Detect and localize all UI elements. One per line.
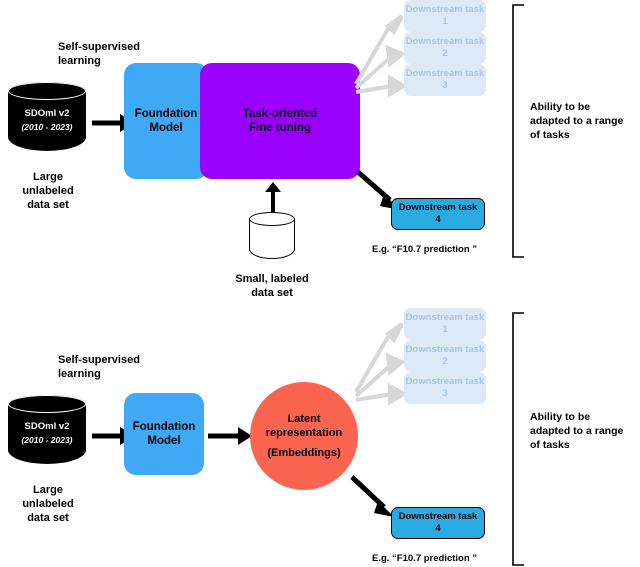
downstream-task-4-top-line2: 4 bbox=[435, 214, 441, 225]
downstream-task-3-top-line2: 3 bbox=[442, 80, 448, 91]
downstream-task-4-top-line1: Downstream task bbox=[398, 202, 478, 213]
dataset-caption-bottom-line3: data set bbox=[27, 512, 69, 524]
ability-label-top-line1: Ability to be bbox=[530, 101, 591, 113]
self-supervised-label-bottom-line2: learning bbox=[58, 368, 101, 380]
ability-label-top-line3: of tasks bbox=[530, 129, 570, 141]
bracket-bottom bbox=[512, 312, 526, 566]
ability-label-bottom-line2: adapted to a range bbox=[530, 425, 624, 437]
downstream-task-4-top[interactable] bbox=[391, 198, 485, 230]
downstream-task-3-bottom[interactable] bbox=[404, 372, 486, 404]
downstream-task-2-top-line1: Downstream task bbox=[405, 36, 485, 47]
arrow-small-dataset-to-finetune bbox=[262, 182, 284, 212]
self-supervised-label-top-line1: Self-supervised bbox=[58, 41, 140, 53]
database-period-top: (2010 - 2023) bbox=[21, 122, 73, 132]
foundation-model-block-top[interactable] bbox=[124, 63, 208, 179]
arrows-to-faded-tasks-bottom bbox=[352, 316, 408, 408]
downstream-task-1-bottom-line1: Downstream task bbox=[405, 312, 485, 323]
cylinder-top-rim bbox=[8, 82, 86, 100]
small-dataset-cylinder bbox=[249, 212, 295, 266]
arrow-foundation-to-latent bbox=[208, 424, 252, 448]
downstream-task-3-top-line1: Downstream task bbox=[405, 68, 485, 79]
ability-label-bottom-line1: Ability to be bbox=[530, 411, 591, 423]
downstream-task-4-bottom-line1: Downstream task bbox=[398, 511, 478, 522]
downstream-task-4-bottom-line2: 4 bbox=[435, 523, 441, 534]
downstream-task-1-top[interactable] bbox=[404, 0, 486, 32]
dataset-caption-bottom bbox=[0, 483, 96, 525]
dataset-caption-bottom-line2: unlabeled bbox=[22, 498, 74, 510]
dataset-caption-top-line2: unlabeled bbox=[22, 185, 74, 197]
downstream-task-2-bottom-line1: Downstream task bbox=[405, 344, 485, 355]
example-label-bottom: E.g. “F10.7 prediction ” bbox=[372, 553, 478, 564]
dataset-caption-top bbox=[0, 170, 96, 212]
downstream-task-1-bottom[interactable] bbox=[404, 308, 486, 340]
fine-tuning-label-line1: Task-oriented bbox=[242, 108, 318, 120]
latent-label-line2: representation bbox=[265, 427, 343, 439]
example-label-top: E.g. “F10.7 prediction ” bbox=[372, 244, 478, 255]
database-cylinder-top bbox=[8, 82, 86, 160]
cylinder-top-rim bbox=[8, 395, 86, 413]
downstream-task-3-bottom-line1: Downstream task bbox=[405, 376, 485, 387]
small-dataset-caption-line2: data set bbox=[251, 287, 293, 299]
dataset-caption-bottom-line1: Large bbox=[33, 484, 63, 496]
self-supervised-label-bottom bbox=[58, 353, 178, 381]
database-name-bottom: SDOml v2 bbox=[24, 421, 70, 432]
foundation-model-label-top-line1: Foundation bbox=[134, 108, 198, 120]
dataset-caption-top-line1: Large bbox=[33, 171, 63, 183]
foundation-model-label-bottom-line1: Foundation bbox=[132, 421, 196, 433]
database-name-top: SDOml v2 bbox=[24, 108, 70, 119]
self-supervised-label-bottom-line1: Self-supervised bbox=[58, 354, 140, 366]
database-cylinder-bottom bbox=[8, 395, 86, 473]
ability-label-bottom-line3: of tasks bbox=[530, 439, 570, 451]
ability-label-bottom bbox=[530, 410, 636, 452]
downstream-task-1-bottom-line2: 1 bbox=[442, 324, 448, 335]
downstream-task-1-top-line1: Downstream task bbox=[405, 4, 485, 15]
downstream-task-2-top[interactable] bbox=[404, 32, 486, 64]
latent-label-line3: (Embeddings) bbox=[267, 447, 341, 459]
self-supervised-label-top-line2: learning bbox=[58, 55, 101, 67]
foundation-model-block-bottom[interactable] bbox=[124, 393, 204, 475]
fine-tuning-label-line2: Fine tuning bbox=[249, 122, 311, 134]
ability-label-top bbox=[530, 100, 636, 142]
small-dataset-caption-line1: Small, labeled bbox=[235, 273, 309, 285]
downstream-task-2-bottom[interactable] bbox=[404, 340, 486, 372]
arrows-to-faded-tasks-top bbox=[352, 8, 408, 100]
downstream-task-2-top-line2: 2 bbox=[442, 48, 448, 59]
bracket-top bbox=[512, 4, 526, 258]
downstream-task-3-bottom-line2: 3 bbox=[442, 388, 448, 399]
foundation-model-label-top-line2: Model bbox=[149, 122, 183, 134]
foundation-model-label-bottom-line2: Model bbox=[147, 435, 181, 447]
latent-representation-circle[interactable] bbox=[250, 382, 358, 490]
downstream-task-4-bottom[interactable] bbox=[391, 507, 485, 539]
ability-label-top-line2: adapted to a range bbox=[530, 115, 624, 127]
database-period-bottom: (2010 - 2023) bbox=[21, 435, 73, 445]
latent-label-line1: Latent bbox=[287, 413, 321, 425]
downstream-task-3-top[interactable] bbox=[404, 64, 486, 96]
fine-tuning-block[interactable] bbox=[200, 63, 360, 179]
dataset-caption-top-line3: data set bbox=[27, 199, 69, 211]
small-cylinder-top-ellipse bbox=[249, 212, 295, 226]
small-dataset-caption bbox=[212, 272, 332, 300]
downstream-task-2-bottom-line2: 2 bbox=[442, 356, 448, 367]
downstream-task-1-top-line2: 1 bbox=[442, 16, 448, 27]
